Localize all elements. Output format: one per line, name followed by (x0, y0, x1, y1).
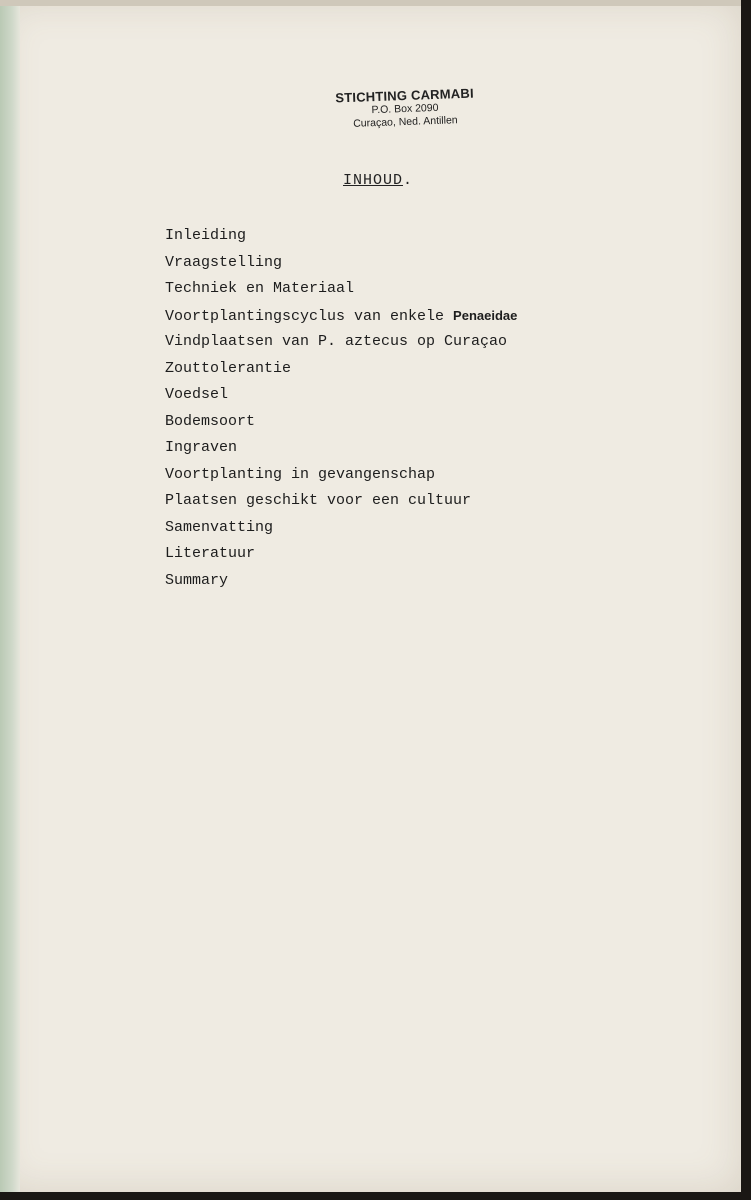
toc-item: Vraagstelling (165, 253, 283, 271)
page-top-edge (0, 0, 741, 6)
toc-item: Inleiding (165, 227, 247, 244)
title-text: INHOUD (343, 172, 404, 189)
toc-item: Techniek en Materiaal (165, 280, 355, 297)
stamp-location: Curaçao, Ned. Antillen (353, 114, 458, 130)
table-of-contents (165, 223, 517, 594)
toc-item: Vindplaatsen van P. aztecus op Curaçao (165, 333, 508, 350)
toc-item: Ingraven (165, 439, 238, 456)
toc-item-text: Voortplantingscyclus van enkele (165, 307, 454, 325)
toc-item: Literatuur (165, 545, 256, 562)
toc-item: Plaatsen geschikt voor een cultuur (165, 492, 472, 509)
toc-item: Voedsel (165, 386, 229, 403)
toc-item: Samenvatting (165, 518, 274, 536)
toc-item: Summary (165, 571, 229, 589)
institution-stamp (324, 85, 485, 132)
stamp-org: STICHTING CARMABI (335, 85, 474, 106)
toc-item (165, 303, 517, 330)
page-title (343, 172, 413, 189)
stamp-box: P.O. Box 2090 (371, 101, 439, 117)
toc-item-taxon: Penaeidae (453, 307, 518, 323)
toc-item: Voortplanting in gevangenschap (165, 465, 436, 483)
title-period: . (403, 172, 414, 189)
toc-item: Zouttolerantie (165, 359, 292, 377)
toc-item: Bodemsoort (165, 412, 256, 430)
page-edge (0, 0, 20, 1192)
